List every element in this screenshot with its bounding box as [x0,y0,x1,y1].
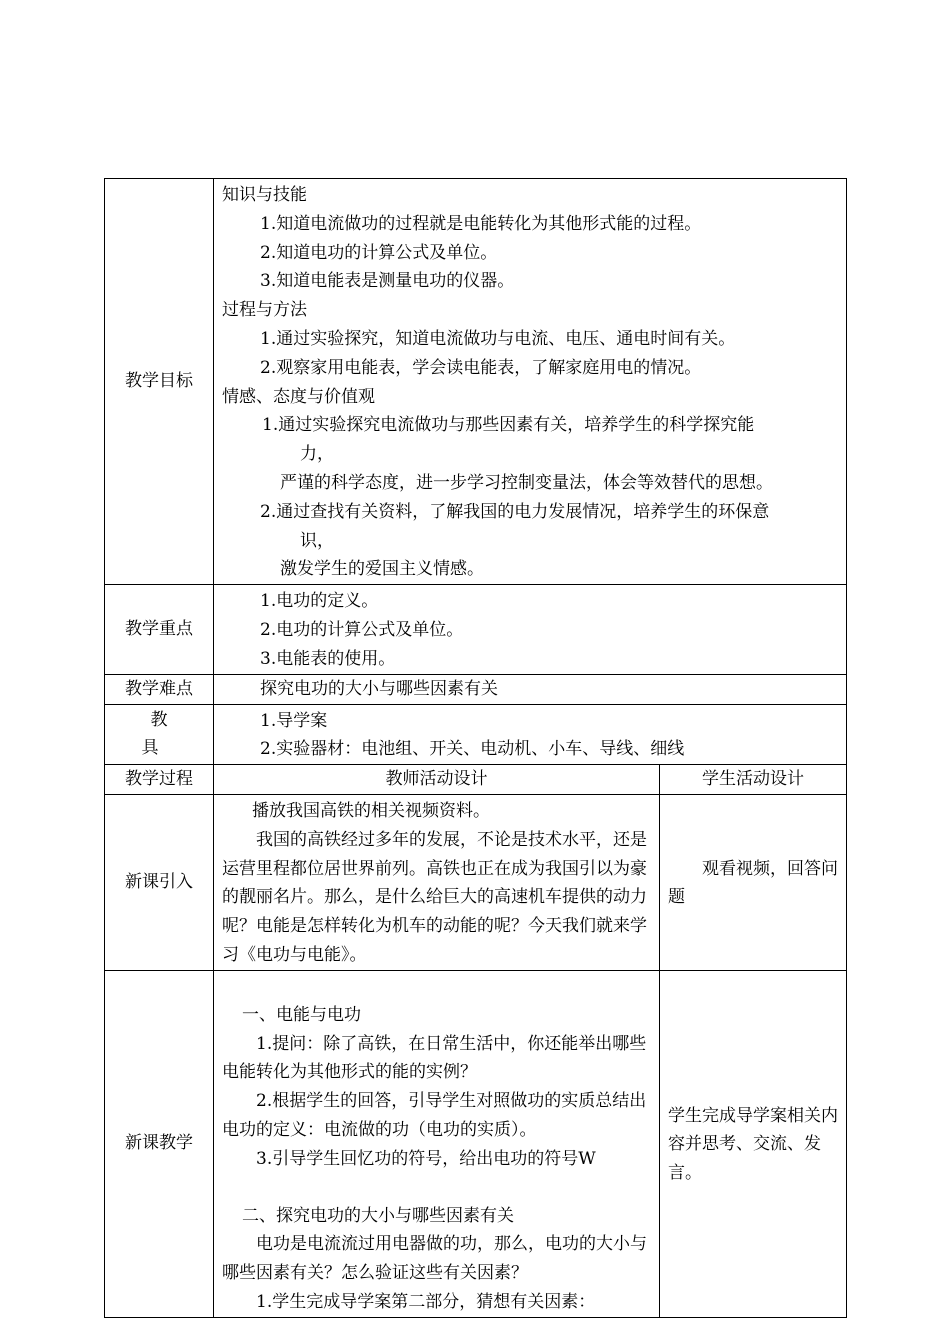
key-point-3: 3.电能表的使用。 [260,648,396,669]
process-item-2: 2.观察家用电能表，学会读电能表，了解家庭用电的情况。 [260,357,702,378]
intro-teacher-p2: 我国的高铁经过多年的发展，不论是技术水平，还是运营里程都位居世界前列。高铁也正在成为我国引以为豪的靓丽名片。那么，是什么给巨大的高速机车提供的动力呢？电能是怎样转化为机车的动能的呢？今天我们就来学习《电功与电能》。 [222,829,647,965]
header-process: 教学过程 [105,765,214,795]
tools-label-text: 教 具 [141,709,186,759]
teaching-sec1-title: 一、电能与电功 [242,1004,361,1025]
knowledge-item-2: 2.知道电功的计算公式及单位。 [260,242,498,263]
emotion-item-1: 1.通过实验探究电流做功与那些因素有关，培养学生的科学探究能 [262,415,755,436]
process-item-1: 1.通过实验探究，知道电流做功与电流、电压、通电时间有关。 [260,328,736,349]
key-points-label: 教学重点 [105,585,214,674]
header-student: 学生活动设计 [660,765,847,795]
process-header-row [105,765,847,795]
intro-teacher [214,794,660,970]
intro-student-text: 观看视频，回答问题 [668,858,838,908]
difficulty-content [214,674,847,704]
teaching-sec1-p1: 1.提问：除了高铁，在日常生活中，你还能举出哪些电能转化为其他形式的能的实例？ [222,1033,647,1083]
objectives-row [105,179,847,585]
tools-row [105,704,847,765]
teaching-sec2-title: 二、探究电功的大小与哪些因素有关 [242,1205,514,1226]
key-points-content [214,585,847,674]
emotion-title: 情感、态度与价值观 [222,386,375,407]
objectives-content [214,179,847,585]
teaching-sec2-p1: 电功是电流流过用电器做的功，那么，电功的大小与哪些因素有关？怎么验证这些有关因素？ [222,1234,647,1284]
objectives-label: 教学目标 [105,179,214,585]
teaching-row [105,970,847,1317]
difficulty-text: 探究电功的大小与哪些因素有关 [260,678,498,699]
emotion-item-1-cont: 严谨的科学态度，进一步学习控制变量法，体会等效替代的思想。 [280,472,773,493]
intro-label: 新课引入 [105,794,214,970]
teaching-student-text: 学生完成导学案相关内容并思考、交流、发言。 [668,1105,838,1184]
process-title: 过程与方法 [222,300,307,321]
emotion-item-2-wrap: 识， [300,530,334,551]
difficulty-row [105,674,847,704]
spacer [222,973,653,1001]
intro-row [105,794,847,970]
difficulty-label: 教学难点 [105,674,214,704]
teaching-student [660,970,847,1317]
knowledge-item-1: 1.知道电流做功的过程就是电能转化为其他形式能的过程。 [260,213,702,234]
teaching-sec1-p2: 2.根据学生的回答，引导学生对照做功的实质总结出电功的定义：电流做的功（电功的实质）。 [222,1091,647,1140]
emotion-item-1-wrap: 力， [300,444,334,465]
intro-student [660,794,847,970]
teaching-label: 新课教学 [105,970,214,1317]
tools-content [214,704,847,765]
header-teacher: 教师活动设计 [214,765,660,795]
spacer [222,1174,653,1202]
teaching-teacher [214,970,660,1317]
emotion-item-2: 2.通过查找有关资料，了解我国的电力发展情况，培养学生的环保意 [260,501,770,522]
teaching-sec2-p2: 1.学生完成导学案第二部分，猜想有关因素： [256,1291,596,1312]
tools-label [105,704,214,765]
knowledge-title: 知识与技能 [222,185,307,205]
key-point-2: 2.电功的计算公式及单位。 [260,619,464,640]
tool-item-2: 2.实验器材：电池组、开关、电动机、小车、导线、细线 [260,739,685,760]
key-point-1: 1.电功的定义。 [260,591,379,612]
lesson-plan-table [104,178,847,1318]
emotion-item-2-cont: 激发学生的爱国主义情感。 [280,559,484,580]
key-points-row [105,585,847,674]
teaching-sec1-p3: 3.引导学生回忆功的符号，给出电功的符号W [256,1148,596,1169]
intro-teacher-p1: 播放我国高铁的相关视频资料。 [252,800,490,821]
knowledge-item-3: 3.知道电能表是测量电功的仪器。 [260,271,515,292]
tool-item-1: 1.导学案 [260,710,328,731]
